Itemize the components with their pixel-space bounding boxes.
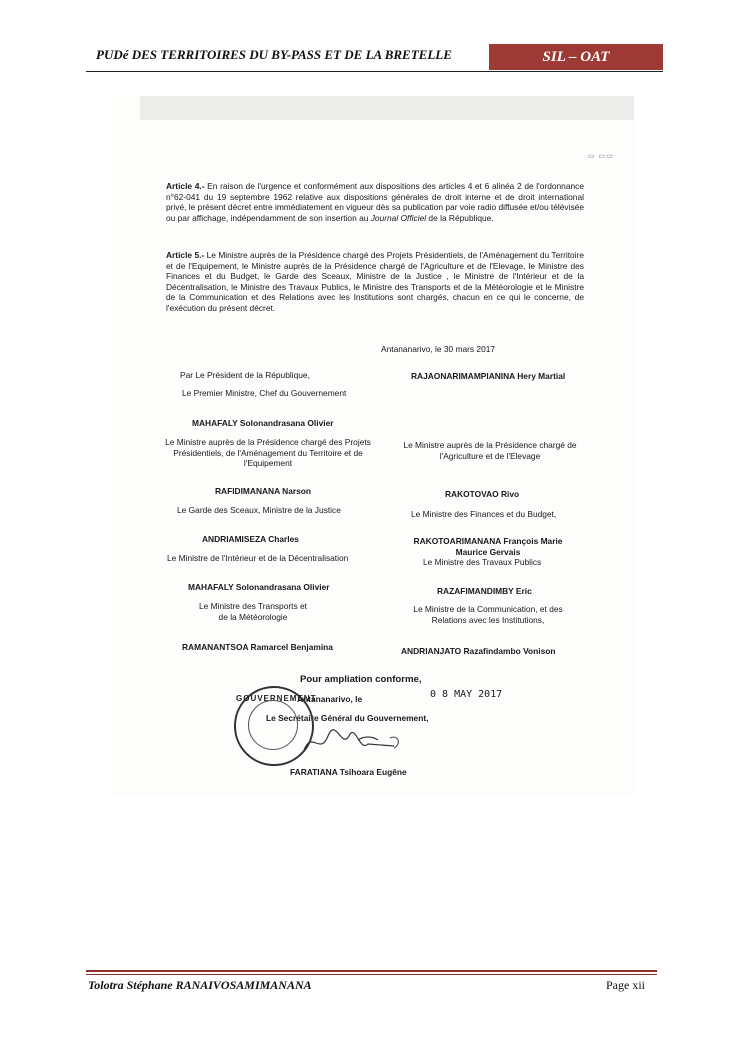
article-5-text: Le Ministre auprès de la Présidence chargé des Projets Présidentiels, de l'Aménagement du Territoire et de l'Equipement, le Ministre auprès de la Présidence chargé de l'Agriculture et de l'Elevage, le Ministre des Finances et du Budget, le Garde des Sceaux, Ministre de la Justice , le Ministre de l'Intérieur et de la Décentralisation, le Ministre des Travaux Publics, le Ministre des Transports et de la Météorologie et le Ministre de la Communication et des Relations avec les Institutions sont chargés, chacun en ce qui le concerne, de l'exécution du présent décret.: [166, 250, 585, 313]
minister-6-name: RAZAFIMANDIMBY Eric: [437, 586, 532, 596]
header-badge: SIL – OAT: [489, 44, 663, 70]
article-5: [166, 250, 584, 314]
secretary-general-title: Le Secrétaire Général du Gouvernement,: [266, 713, 429, 723]
article-4-text-a: En raison de l'urgence et conformément aux dispositions des articles 4 et 6 alinéa 2 de l'ordonnance n°62-041 du 19 septembre 1962 relative aux dispositions générales de droit interne et de droit international privé, le présent décret entre immédiatement en vigueur dès sa publication par voie radio diffusée et/ou télévisée ou par affichage, indépendamment de son insertion au: [166, 181, 584, 223]
footer-author: Tolotra Stéphane RANAIVOSAMIMANANA: [88, 978, 312, 992]
minister-5-name: MAHAFALY Solonandrasana Olivier: [188, 582, 330, 592]
footer-rule-thin: [86, 974, 657, 975]
article-4-text-italic: Journal Officiel: [370, 212, 427, 223]
place-date: Antananarivo, le 30 mars 2017: [381, 344, 496, 354]
scan-top-strip: [140, 96, 634, 120]
seal-inner-ring: [248, 700, 298, 750]
minister-7-name: RAMANANTSOA Ramarcel Benjamina: [182, 642, 333, 652]
minister-2-title: Le Ministre auprès de la Présidence chargé de l'Agriculture et de l'Elevage: [403, 440, 577, 461]
president-name: RAJAONARIMAMPIANINA Hery Martial: [411, 371, 566, 381]
minister-2-name: RAKOTOVAO Rivo: [445, 489, 520, 499]
ampliation-date-stamp: 0 8 MAY 2017: [430, 689, 503, 700]
footer-page-number: Page xii: [606, 978, 645, 992]
minister-1-name: RAFIDIMANANA Narson: [215, 486, 312, 496]
minister-4-name: RAKOTOARIMANANA François Marie Maurice Gervais: [413, 536, 563, 557]
article-4: [166, 181, 584, 223]
minister-1-title: Le Ministre auprès de la Présidence chargé des Projets Présidentiels, de l'Aménagement du Territoire et de l'Equipement: [165, 437, 371, 469]
pm-title: Le Premier Ministre, Chef du Gouvernement: [182, 388, 347, 398]
minister-4-title: Le Ministre des Finances et du Budget,: [411, 509, 557, 519]
article-4-label: Article 4.-: [166, 181, 205, 191]
minister-8-name: ANDRIANJATO Razafindambo Vonison: [401, 646, 556, 656]
minister-5-title: Le Ministre de l'Intérieur et de la Décentralisation: [167, 553, 349, 563]
article-5-label: Article 5.-: [166, 250, 205, 260]
minister-6-title: Le Ministre des Travaux Publics: [423, 557, 542, 567]
pm-name: MAHAFALY Solonandrasana Olivier: [192, 418, 334, 428]
minister-3-name: ANDRIAMISEZA Charles: [202, 534, 299, 544]
article-4-text-b: de la République.: [426, 212, 494, 223]
minister-7-title: Le Ministre des Transports et de la Météorologie: [199, 601, 307, 622]
secretary-general-name: FARATIANA Tsihoara Eugêne: [290, 767, 407, 777]
footer-rule-thick: [86, 970, 657, 972]
minister-8-title: Le Ministre de la Communication, et des Relations avec les Institutions,: [413, 604, 563, 625]
minister-3-title: Le Garde des Sceaux, Ministre de la Justice: [177, 505, 341, 515]
seal-text: GOUVERNEMENT: [236, 694, 317, 703]
signature: [298, 722, 408, 762]
header-rule: [86, 71, 663, 72]
ampliation: Pour ampliation conforme,: [300, 674, 422, 685]
ampliation-place: Antananarivo, le: [297, 694, 363, 704]
running-header-title: PUDé DES TERRITOIRES DU BY-PASS ET DE LA BRETELLE: [96, 47, 452, 62]
scan-corner-mark: ▭ ▭▭: [588, 153, 614, 160]
par-president: Par Le Président de la République,: [180, 370, 310, 380]
